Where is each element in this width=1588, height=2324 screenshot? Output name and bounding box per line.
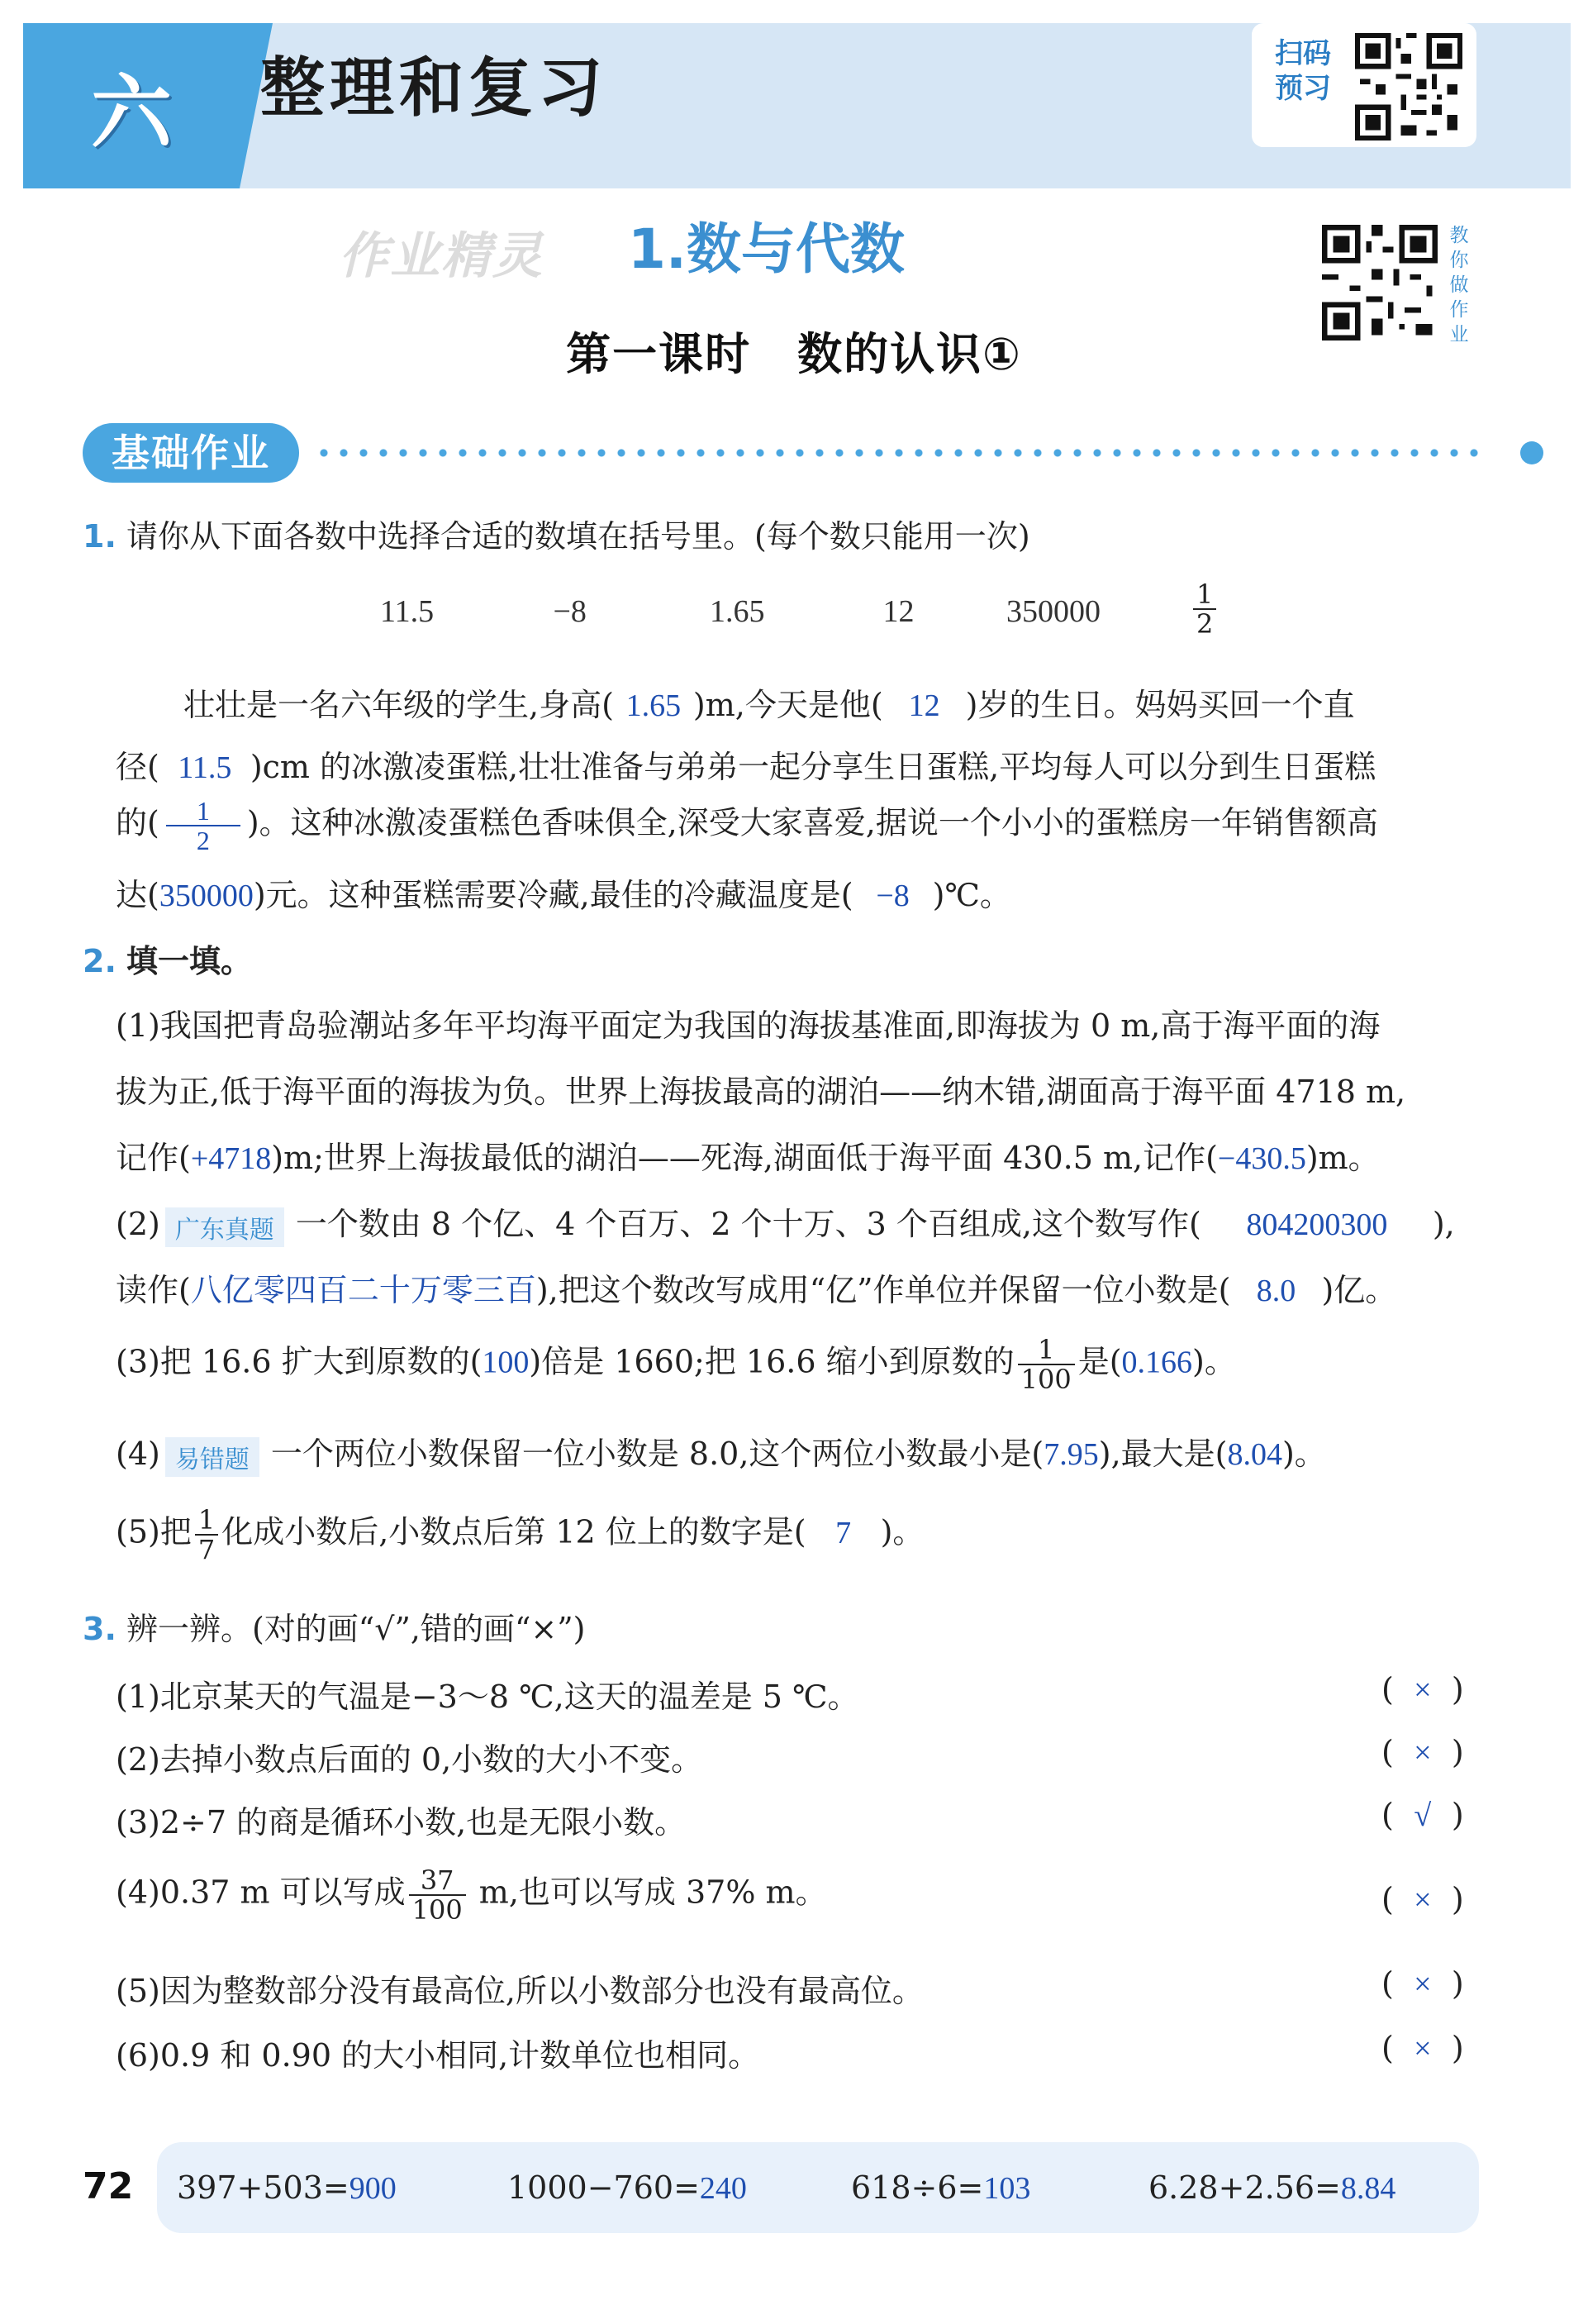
text: m,也可以写成 37% m。 <box>468 1874 827 1911</box>
question-text: 填一填。 <box>126 942 252 979</box>
question-tag: 易错题 <box>165 1437 259 1477</box>
answer[interactable]: −430.5 <box>1217 1141 1306 1176</box>
q2-2-line <box>116 1264 1396 1310</box>
judge-item-text: (1)北京某天的气温是−3～8 ℃,这天的温差是 5 ℃。 <box>116 1679 859 1715</box>
q1-paragraph-line <box>116 797 1378 855</box>
side-char: 教 <box>1449 225 1469 246</box>
number-option-fraction <box>1193 580 1216 638</box>
judge-answer[interactable] <box>1381 1734 1464 1771</box>
judge-item-text <box>116 1866 827 1924</box>
fraction-numerator: 1 <box>166 797 240 826</box>
question-2-prompt <box>83 936 252 981</box>
number-option: 1.65 <box>710 594 765 629</box>
unit-number: 六 <box>90 65 172 160</box>
text: )m,今天是他( <box>692 687 883 723</box>
judge-mark: × <box>1414 1967 1432 2002</box>
text: ),把这个数改写成用“亿”作单位并保留一位小数是( <box>535 1272 1231 1308</box>
fraction-denominator: 2 <box>1196 608 1214 640</box>
paren: ) <box>1451 2030 1464 2066</box>
q2-1-line: (1)我国把青岛验潮站多年平均海平面定为我国的海拔基准面,即海拔为 0 m,高于海平面的海 <box>116 1007 1381 1044</box>
text: )m。 <box>1305 1140 1380 1176</box>
fraction <box>195 1506 218 1564</box>
text: ),最大是( <box>1098 1436 1228 1472</box>
text: )元。这种蛋糕需要冷藏,最佳的冷藏温度是( <box>253 877 853 913</box>
scan-preview-label <box>1262 36 1344 106</box>
judge-mark: × <box>1414 1673 1432 1707</box>
paren: ) <box>1451 1734 1464 1770</box>
fraction-denominator: 7 <box>197 1534 216 1565</box>
qr-code-icon[interactable] <box>1355 33 1462 140</box>
text: )。 <box>1281 1436 1326 1472</box>
answer[interactable]: 350000 <box>159 879 254 913</box>
answer-fraction[interactable] <box>166 797 240 855</box>
number-options <box>380 593 1205 630</box>
mental-math-item <box>177 2169 397 2207</box>
basic-homework-label: 基础作业 <box>83 423 299 483</box>
paren: ( <box>1381 1881 1394 1917</box>
q2-5-line <box>116 1506 924 1564</box>
question-number: 1. <box>83 518 116 555</box>
calc-answer[interactable]: 8.84 <box>1340 2171 1396 2206</box>
side-char: 业 <box>1449 324 1469 345</box>
text: )亿。 <box>1321 1272 1397 1308</box>
scan-label-line-1: 扫码 <box>1275 37 1331 70</box>
paren: ( <box>1381 1671 1394 1707</box>
judge-item-text: (6)0.9 和 0.90 的大小相同,计数单位也相同。 <box>116 2037 760 2074</box>
q1-paragraph-line <box>183 679 1355 725</box>
judge-mark: √ <box>1414 1798 1432 1833</box>
question-number: 3. <box>83 1611 116 1647</box>
text: )。 <box>1192 1343 1236 1380</box>
answer[interactable]: 7 <box>835 1515 852 1550</box>
judge-item-text: (5)因为整数部分没有最高位,所以小数部分也没有最高位。 <box>116 1973 924 2009</box>
number-option: 12 <box>882 594 915 629</box>
answer[interactable]: 八亿零四百二十万零三百 <box>190 1274 536 1308</box>
text: (3)把 16.6 扩大到原数的( <box>116 1343 483 1380</box>
answer[interactable]: 8.0 <box>1256 1274 1296 1308</box>
text: 记作( <box>116 1140 191 1176</box>
qr-code-icon[interactable] <box>1322 225 1438 341</box>
question-text: 请你从下面各数中选择合适的数填在括号里。(每个数只能用一次) <box>126 518 1030 555</box>
answer[interactable]: 12 <box>908 688 940 723</box>
answer[interactable]: 7.95 <box>1044 1437 1099 1472</box>
number-option: 350000 <box>1006 594 1101 629</box>
number-option: −8 <box>553 594 587 629</box>
q2-1-line <box>116 1132 1380 1178</box>
fraction-numerator: 1 <box>195 1506 218 1536</box>
answer[interactable]: 100 <box>482 1345 530 1380</box>
judge-answer[interactable] <box>1381 1881 1464 1918</box>
question-number: 2. <box>83 943 116 979</box>
calc-answer[interactable]: 103 <box>983 2171 1031 2206</box>
text: 是( <box>1077 1343 1122 1380</box>
text: 读作( <box>116 1272 191 1308</box>
text: 达( <box>116 877 159 913</box>
basic-homework-bar <box>83 423 1487 483</box>
q1-paragraph-line <box>116 869 1011 915</box>
calc-answer[interactable]: 900 <box>349 2171 397 2206</box>
paren: ) <box>1451 1965 1464 2002</box>
text: 的( <box>116 804 159 841</box>
calc-expression: 1000−760= <box>507 2169 700 2206</box>
watermark: 作业精灵 <box>339 227 544 285</box>
q2-2-line <box>116 1198 1455 1247</box>
mental-math-item <box>507 2169 747 2207</box>
judge-mark: × <box>1414 1736 1432 1770</box>
fraction-denominator: 2 <box>196 826 210 855</box>
section-title: 1.数与代数 <box>628 217 905 281</box>
paren: ( <box>1381 2030 1394 2066</box>
side-char: 你 <box>1449 250 1469 271</box>
paren: ) <box>1451 1881 1464 1917</box>
fraction <box>409 1866 466 1924</box>
text: ), <box>1432 1206 1455 1242</box>
mental-math-item <box>1148 2169 1395 2207</box>
judge-answer[interactable] <box>1381 1965 1464 2003</box>
judge-item-text: (2)去掉小数点后面的 0,小数的大小不变。 <box>116 1741 703 1778</box>
paren: ( <box>1381 1965 1394 2002</box>
text: 径( <box>116 749 159 785</box>
fraction-numerator: 1 <box>1018 1336 1075 1365</box>
judge-item-text: (3)2÷7 的商是循环小数,也是无限小数。 <box>116 1804 687 1841</box>
fraction-numerator: 37 <box>409 1866 466 1896</box>
text: (5)把 <box>116 1513 192 1550</box>
q2-3-line <box>116 1336 1236 1393</box>
calc-expression: 618÷6= <box>851 2169 984 2206</box>
question-1-prompt <box>83 511 1030 556</box>
answer[interactable]: −8 <box>876 879 910 913</box>
paren: ( <box>1381 1734 1394 1770</box>
answer[interactable]: +4718 <box>190 1141 272 1176</box>
judge-mark: × <box>1414 1883 1432 1917</box>
text: )m;世界上海拔最低的湖泊——死海,湖面低于海平面 430.5 m,记作( <box>271 1140 1218 1176</box>
unit-title: 整理和复习 <box>260 51 608 126</box>
q2-1-line: 拔为正,低于海平面的海拔为负。世界上海拔最高的湖泊——纳木错,湖面高于海平面 4718 m, <box>116 1074 1406 1110</box>
calc-answer[interactable]: 240 <box>699 2171 747 2206</box>
text: (4) <box>116 1436 160 1472</box>
side-label-vertical <box>1444 223 1474 347</box>
answer[interactable]: 0.166 <box>1121 1345 1193 1380</box>
q1-paragraph-line <box>116 741 1376 787</box>
text: )倍是 1660;把 16.6 缩小到原数的 <box>529 1343 1015 1380</box>
fraction <box>1018 1336 1075 1393</box>
answer[interactable]: 8.04 <box>1227 1437 1282 1472</box>
q2-4-line <box>116 1428 1326 1477</box>
text: )。这种冰激凌蛋糕色香味俱全,深受大家喜爱,据说一个小小的蛋糕房一年销售额高 <box>246 804 1378 841</box>
text: )。 <box>880 1513 925 1550</box>
judge-mark: × <box>1414 2031 1432 2066</box>
mental-math-item <box>851 2169 1030 2207</box>
scan-label-line-2: 预习 <box>1275 72 1331 105</box>
judge-answer[interactable] <box>1381 1797 1464 1834</box>
paren: ( <box>1381 1797 1394 1833</box>
judge-answer[interactable] <box>1381 1671 1464 1708</box>
text: 一个两位小数保留一位小数是 8.0,这个两位小数最小是( <box>270 1436 1044 1472</box>
fraction-numerator: 1 <box>1193 580 1216 610</box>
text: (2) <box>116 1206 160 1242</box>
text: (4)0.37 m 可以写成 <box>116 1874 406 1911</box>
text: )岁的生日。妈妈买回一个直 <box>965 687 1355 723</box>
answer[interactable]: 804200300 <box>1246 1207 1388 1242</box>
text: 壮壮是一名六年级的学生,身高( <box>183 687 614 723</box>
question-3-prompt <box>83 1603 585 1649</box>
fraction-denominator: 100 <box>411 1894 463 1926</box>
calc-expression: 397+503= <box>177 2169 349 2206</box>
text: 化成小数后,小数点后第 12 位上的数字是( <box>221 1513 806 1550</box>
number-option: 11.5 <box>380 594 435 629</box>
paren: ) <box>1451 1797 1464 1833</box>
dotted-divider <box>314 448 1487 458</box>
lesson-title: 第一课时 数的认识① <box>566 328 1022 380</box>
side-char: 作 <box>1449 299 1469 321</box>
question-tag: 广东真题 <box>165 1207 284 1247</box>
text: )cm 的冰激凌蛋糕,壮壮准备与弟弟一起分享生日蛋糕,平均每人可以分到生日蛋糕 <box>250 749 1376 785</box>
page-number: 72 <box>83 2165 134 2207</box>
divider-end-dot <box>1520 441 1543 464</box>
text: )℃。 <box>932 877 1011 913</box>
paren: ) <box>1451 1671 1464 1707</box>
answer[interactable]: 11.5 <box>178 750 232 785</box>
side-char: 做 <box>1449 274 1469 296</box>
fraction-denominator: 100 <box>1020 1364 1072 1395</box>
question-text: 辨一辨。(对的画“√”,错的画“×”) <box>126 1611 586 1647</box>
text: 一个数由 8 个亿、4 个百万、2 个十万、3 个百组成,这个数写作( <box>295 1206 1201 1242</box>
answer[interactable]: 1.65 <box>625 688 682 723</box>
judge-answer[interactable] <box>1381 2030 1464 2067</box>
calc-expression: 6.28+2.56= <box>1148 2169 1341 2206</box>
